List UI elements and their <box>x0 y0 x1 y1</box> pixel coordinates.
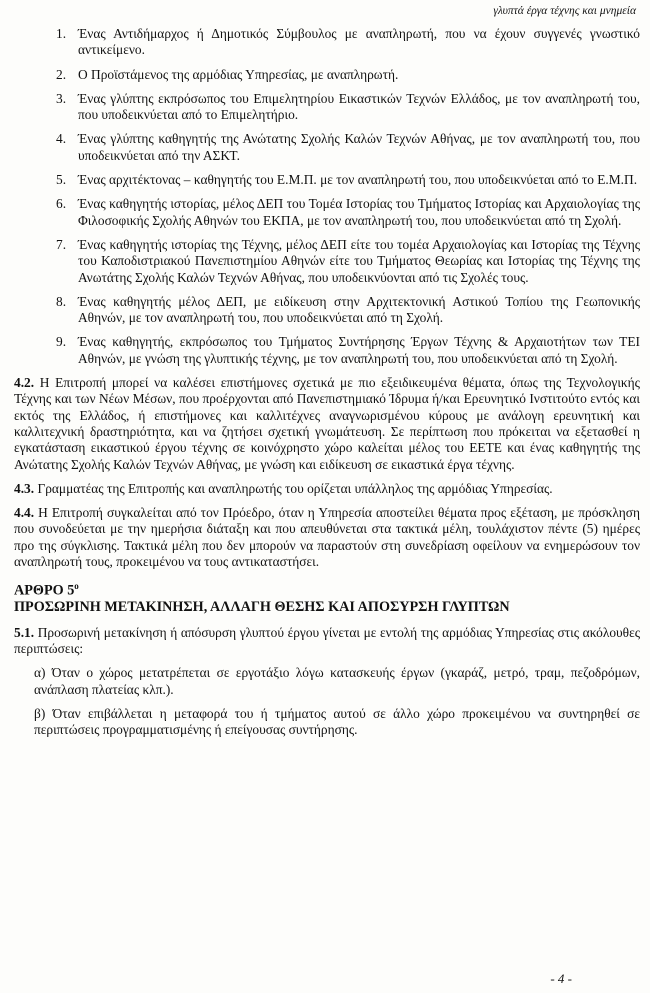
item-text: Ένας αρχιτέκτονας – καθηγητής του Ε.Μ.Π. με τον αναπληρωτή του, που υποδεικνύεται από το Ε.Μ.Π. <box>78 172 638 188</box>
item-text: Ένας καθηγητής ιστορίας της Τέχνης, μέλος ΔΕΠ είτε του τομέα Αρχαιολογίας και Ιστορίας της Τέχνης του Καποδιστριακού Πανεπιστημίου Αθηνών είτε του Τμήματος Θεωρίας και Ιστορίας της Τέχνης της Ανωτάτης Σχολής Καλών Τεχνών Αθήνας, που υποδεικνύονται από τις Σχολές τους. <box>78 236 640 285</box>
list-item <box>14 131 640 164</box>
item-number: 3. <box>56 90 67 106</box>
paragraph-text: Προσωρινή μετακίνηση ή απόσυρση γλυπτού έργου γίνεται με εντολή της αρμόδιας Υπηρεσίας στις ακόλουθες περιπτώσεις: <box>14 624 640 656</box>
item-text: Ο Προϊστάμενος της αρμόδιας Υπηρεσίας, με αναπληρωτή. <box>78 66 399 82</box>
item-number: 5. <box>56 172 67 188</box>
item-number: 8. <box>56 293 67 309</box>
paragraph-label: 4.3. <box>14 480 35 496</box>
article-heading: ΠΡΟΣΩΡΙΝΗ ΜΕΤΑΚΙΝΗΣΗ, ΑΛΛΑΓΗ ΘΕΣΗΣ ΚΑΙ ΑΠΟΣΥΡΣΗ ΓΛΥΠΤΩΝ <box>14 599 510 616</box>
item-number: 2. <box>56 66 67 82</box>
paragraph-5-1 <box>14 625 640 658</box>
item-text: Ένας καθηγητής μέλος ΔΕΠ, με ειδίκευση στην Αρχιτεκτονική Αστικού Τοπίου της Γεωπονικής Αθηνών, με τον αναπληρωτή του, που υποδεικνύεται από τη Σχολή. <box>78 293 640 326</box>
paragraph-4-3 <box>14 481 640 497</box>
list-item <box>14 172 640 188</box>
paragraph-text: Η Επιτροπή μπορεί να καλέσει επιστήμονες σχετικά με πιο εξειδικευμένα θέματα, όπως της Τεχνολογικής Τέχνης και των Νέων Μέσων, που προέρχονται από Πανεπιστημιακό Ίδρυμα ή/και Ερευνητικό Ινστιτούτο εντός και εκτός της Ελλάδος, ή επιστήμονες και καλλιτέχνες αναγνωρισμένου κύρους με ανάλογη ερευνητική και καλλιτεχνική δραστηριότητα, και να ζητήσει σχετική γνωμάτευση. Σε περίπτωση που πρόκειται να εξετασθεί η εγκατάσταση εικαστικού έργου τέχνης σε κοινόχρηστο χώρο καλείται μέλος του ΕΕΤΕ και ένας καθηγητής της Ανώτατης Σχολής Καλών Τεχνών Αθήνας, με γνώση και ειδίκευση σε εικαστικά έργα τέχνης. <box>14 375 640 472</box>
item-text: Ένας καθηγητής ιστορίας, μέλος ΔΕΠ του Τομέα Ιστορίας του Τμήματος Ιστορίας και Αρχαιολογίας της Φιλοσοφικής Σχολής Αθηνών του ΕΚΠΑ, με τον αναπληρωτή του, που υποδεικνύεται από τη Σχολή. <box>78 196 640 228</box>
item-number: 6. <box>56 196 67 212</box>
paragraph-label: 4.2. <box>14 375 35 391</box>
list-item <box>14 237 640 286</box>
item-number: 4. <box>56 131 67 147</box>
paragraph-label: 5.1. <box>14 624 35 640</box>
paragraph-text: Η Επιτροπή συγκαλείται από τον Πρόεδρο, όταν η Υπηρεσία αποστείλει θέματα προς εξέταση, με πρόσκληση που συνοδεύεται με την ημερήσια διάταξη και που απευθύνεται στα τακτικά μέλη, τουλάχιστον πέντε (5) ημέρες προ της σύγκλισης. Τακτικά μέλη που δεν μπορούν να παραστούν στη συνεδρίαση οφείλουν να ενημερώσουν τον αναπληρωτή τους, προκειμένου να τους αντικαταστήσει. <box>14 505 640 570</box>
item-text: Ένας καθηγητής, εκπρόσωπος του Τμήματος Συντήρησης Έργων Τέχνης & Αρχαιοτήτων των ΤΕΙ Αθηνών, με γνώση της γλυπτικής τέχνης, με τον αναπληρωτή του, που υποδεικνύεται από τη Σχολή. <box>78 334 640 366</box>
item-text: Ένας γλύπτης καθηγητής της Ανώτατης Σχολής Καλών Τεχνών Αθήνας, με τον αναπληρωτή του, που υποδεικνύεται από την ΑΣΚΤ. <box>78 131 640 163</box>
item-number: 1. <box>56 26 67 41</box>
sub-item-b: β) Όταν επιβάλλεται η μεταφορά του ή τμήματος αυτού σε άλλο χώρο προκειμένου να συντηρηθεί σε περιπτώσεις προγραμματισμένης ή επείγουσας συντήρησης. <box>34 705 640 738</box>
page-number: - 4 - <box>550 970 572 986</box>
list-item <box>14 67 640 83</box>
item-number: 9. <box>56 334 67 350</box>
item-text: Ένας γλύπτης εκπρόσωπος του Επιμελητηρίου Εικαστικών Τεχνών Ελλάδος, με τον αναπληρωτή του, που υποδεικνύεται από το Επιμελητήριο. <box>78 90 640 123</box>
item-text: Ένας Αντιδήμαρχος ή Δημοτικός Σύμβουλος με αναπληρωτή, που να έχουν συγγενές γνωστικό αντικείμενο. <box>78 26 640 58</box>
sub-item-a: α) Όταν ο χώρος μετατρέπεται σε εργοτάξιο λόγω κατασκευής έργων (γκαράζ, μετρό, τραμ, πεζοδρόμων, ανάπλαση πλατείας κλπ.). <box>34 665 640 697</box>
paragraph-4-2 <box>14 375 640 473</box>
list-item <box>14 91 640 124</box>
list-item <box>14 26 640 59</box>
paragraph-text: Γραμματέας της Επιτροπής και αναπληρωτής του ορίζεται υπάλληλος της αρμόδιας Υπηρεσίας. <box>37 480 553 496</box>
paragraph-label: 4.4. <box>14 505 35 521</box>
list-item <box>14 196 640 229</box>
running-header: γλυπτά έργα τέχνης και μνημεία <box>493 5 636 17</box>
article-ordinal: ο <box>74 581 79 592</box>
list-item <box>14 334 640 367</box>
paragraph-4-4 <box>14 505 640 570</box>
list-item <box>14 294 640 327</box>
item-number: 7. <box>56 236 67 252</box>
article-title: ΑΡΘΡΟ $5^o$ <box>14 581 79 600</box>
document-body <box>14 26 640 746</box>
committee-members-list <box>14 26 640 367</box>
